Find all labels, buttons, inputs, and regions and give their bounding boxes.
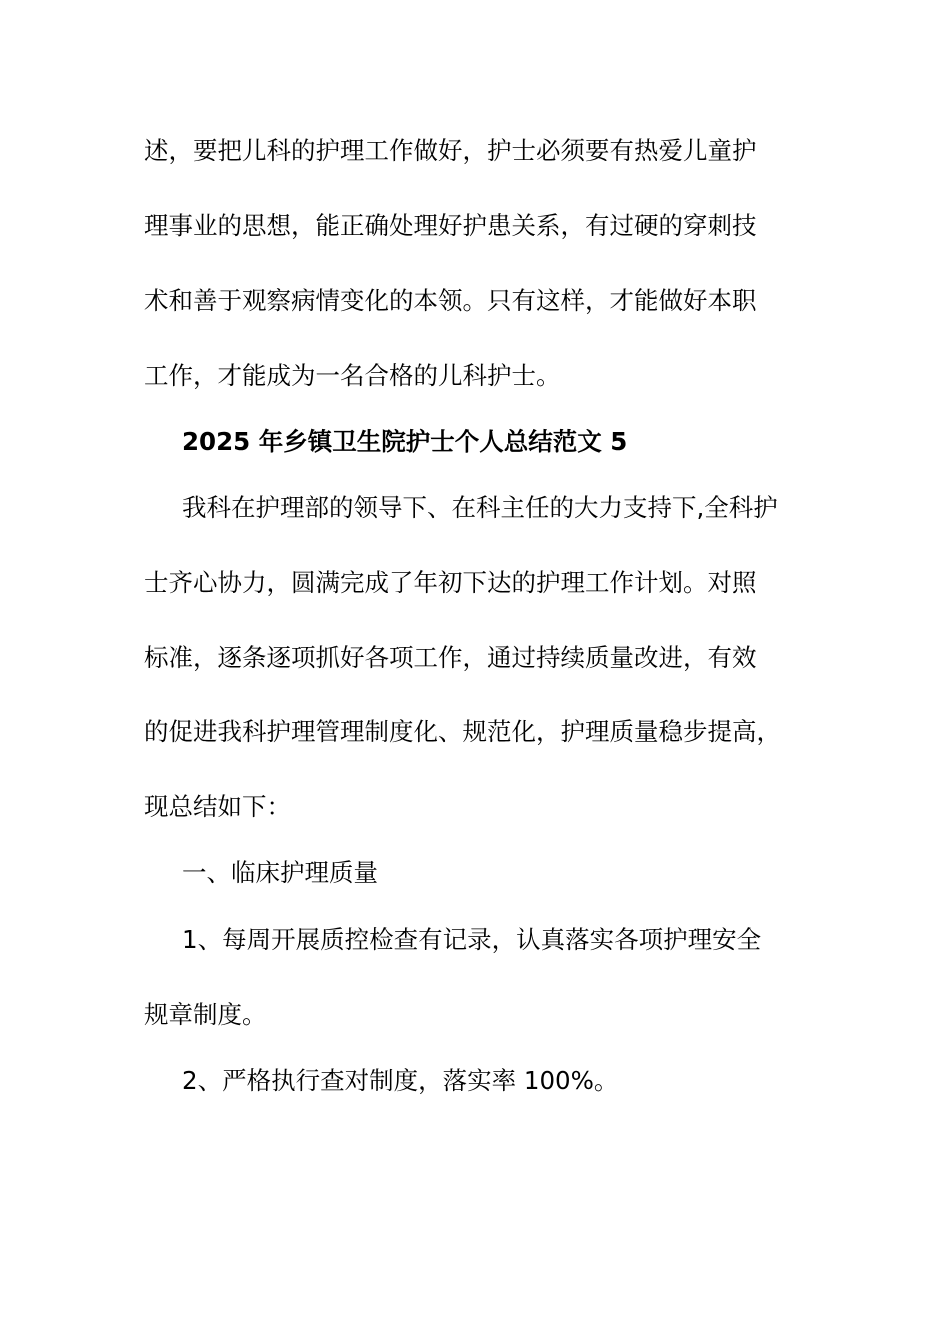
paragraph-line: 标准，逐条逐项抓好各项工作，通过持续质量改进，有效 [144,643,757,672]
paragraph-line: 述，要把儿科的护理工作做好，护士必须要有热爱儿童护 [144,136,757,165]
paragraph-line: 现总结如下： [144,792,291,821]
paragraph-line: 工作，才能成为一名合格的儿科护士。 [144,361,561,390]
subsection-heading: 一、临床护理质量 [182,858,378,887]
paragraph-line: 士齐心协力，圆满完成了年初下达的护理工作计划。对照 [144,568,757,597]
paragraph-line: 术和善于观察病情变化的本领。只有这样，才能做好本职 [144,286,757,315]
paragraph-line: 我科在护理部的领导下、在科主任的大力支持下,全科护 [182,493,778,522]
list-item-continuation: 规章制度。 [144,1000,267,1029]
paragraph-line: 理事业的思想，能正确处理好护患关系，有过硬的穿刺技 [144,211,757,240]
list-item: 1、每周开展质控检查有记录，认真落实各项护理安全 [182,925,762,954]
paragraph-line: 的促进我科护理管理制度化、规范化，护理质量稳步提高， [144,717,781,746]
list-item: 2、严格执行查对制度，落实率 100%。 [182,1066,619,1095]
section-heading: 2025 年乡镇卫生院护士个人总结范文 5 [182,427,628,456]
